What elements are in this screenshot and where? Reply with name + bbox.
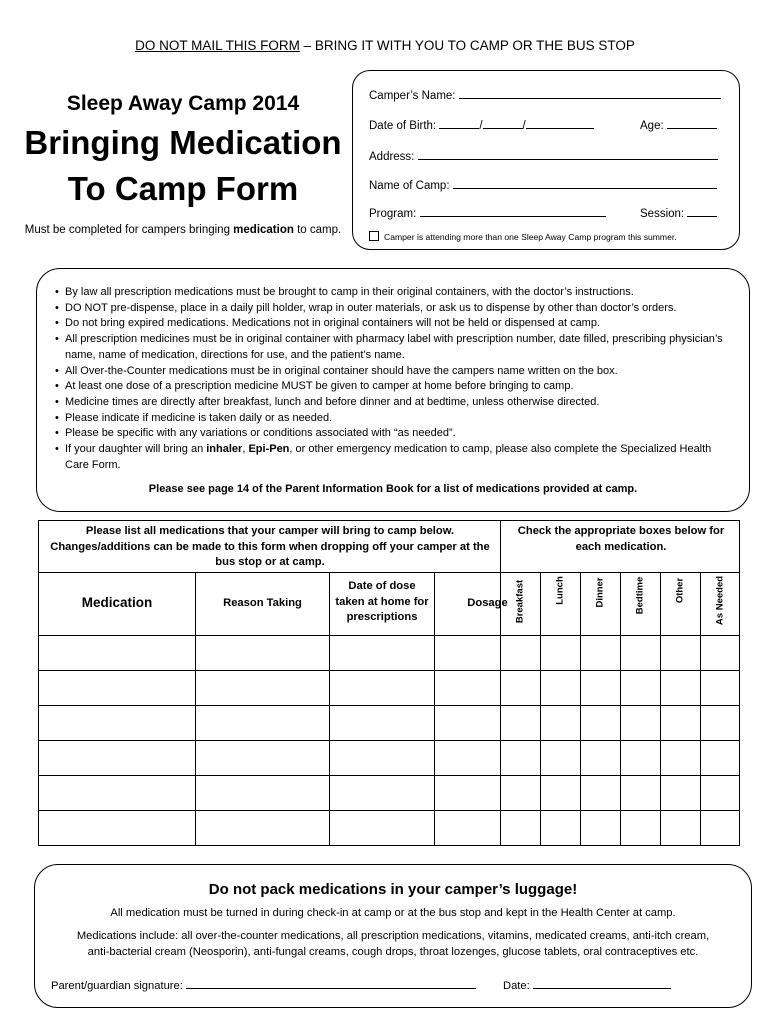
camper-info-box — [352, 70, 740, 250]
date-label: Date: — [503, 980, 530, 992]
form-title-line2: To Camp Form — [67, 170, 299, 207]
rules-note: Please see page 14 of the Parent Information Book for a list of medications provided at camp. — [148, 483, 638, 495]
luggage-warning-box — [34, 864, 752, 1008]
subtitle-post: to camp. — [293, 224, 342, 236]
form-title-line1: Bringing Medication — [24, 124, 342, 161]
dob-row — [369, 117, 594, 132]
rule-last-inhaler: inhaler — [206, 443, 243, 456]
table-row[interactable] — [39, 671, 739, 705]
camper-name-row — [369, 87, 721, 102]
list-header: Please list all medications that your camper will bring to camp below. Changes/additions can be made to this form when dropping off your camper at the bus stop or at camp. — [50, 525, 490, 568]
session-field[interactable] — [687, 205, 717, 217]
check-header: Check the appropriate boxes below for each medication. — [517, 525, 725, 553]
table-row[interactable] — [39, 636, 739, 670]
rule-last-pre: If your daughter will bring an — [65, 443, 207, 456]
date-field[interactable] — [533, 977, 671, 989]
table-row[interactable] — [39, 811, 739, 845]
col-reason-taking: Reason Taking — [223, 597, 302, 609]
camp-name-label: Name of Camp: — [369, 180, 450, 192]
subtitle-pre: Must be completed for campers bringing — [24, 224, 234, 236]
camp-name-row — [369, 177, 717, 192]
check-in-instructions: All medication must be turned in during check-in at camp or at the bus stop and kept in the Health Center at camp. — [110, 907, 676, 919]
table-row[interactable] — [39, 776, 739, 810]
rule-last-mid: , — [242, 443, 249, 456]
date-row — [503, 977, 671, 992]
notice-rest: – BRING IT WITH YOU TO CAMP OR THE BUS STOP — [299, 38, 635, 53]
session-label: Session: — [640, 208, 685, 220]
age-field[interactable] — [667, 117, 717, 129]
medications-include: Medications include: all over-the-counter medications, all prescription medications, vitamins, medicated creams, anti-itch cream, anti-bacterial cream (Neosporin), anti-fungal creams, cough drops, throat lozenges, glucose tablets, oral contraceptives etc. — [76, 930, 710, 958]
camper-name-field[interactable] — [459, 87, 721, 99]
dob-sep-2: / — [522, 120, 526, 132]
medication-table — [38, 520, 740, 846]
rule-item-emergency — [55, 442, 731, 473]
col-as-needed: As Needed — [714, 575, 726, 626]
age-label: Age: — [640, 120, 664, 132]
address-row — [369, 148, 718, 163]
dob-label: Date of Birth: — [369, 120, 437, 132]
col-dinner: Dinner — [594, 577, 606, 608]
camp-name-field[interactable] — [453, 177, 717, 189]
age-row — [640, 117, 717, 132]
rule-item: • Please indicate if medicine is taken daily or as needed. — [55, 411, 731, 427]
rule-item: • Please be specific with any variations or conditions associated with “as needed”. — [55, 426, 731, 442]
col-date-of-dose: Date of dose taken at home for prescriptions — [335, 580, 429, 623]
address-field[interactable] — [418, 148, 718, 160]
rule-item: • By law all prescription medications must be brought to camp in their original containers, with the doctor’s instructions. — [55, 285, 731, 301]
session-row — [640, 205, 717, 220]
table-row[interactable] — [39, 706, 739, 740]
col-breakfast: Breakfast — [514, 579, 526, 624]
rule-item: • Do not bring expired medications. Medications not in original containers will not be held or dispensed at camp. — [55, 316, 731, 332]
rule-last-epipen: Epi-Pen — [248, 443, 290, 456]
rules-box — [36, 268, 750, 512]
program-field[interactable] — [420, 205, 606, 217]
notice-underlined: DO NOT MAIL THIS FORM — [135, 38, 300, 53]
top-notice — [0, 38, 770, 53]
address-label: Address: — [369, 151, 415, 163]
table-row[interactable] — [39, 741, 739, 775]
multi-program-label: Camper is attending more than one Sleep Away Camp program this summer. — [384, 232, 677, 242]
rule-item: • DO NOT pre-dispense, place in a daily pill holder, wrap in outer materials, or ask us to dispense by other than doctor’s orders. — [55, 301, 731, 317]
col-dosage: Dosage — [467, 597, 508, 609]
dob-sep-1: / — [479, 120, 483, 132]
rule-item: • All Over-the-Counter medications must be in original container should have the campers name written on the box. — [55, 364, 731, 380]
dob-day-field[interactable] — [483, 117, 523, 129]
rule-item: • All prescription medicines must be in original container with pharmacy label with prescription number, date filled, prescribing physician’s name, name of medication, directions for use, and the patient’s name. — [55, 332, 731, 363]
luggage-warning-title: Do not pack medications in your camper’s luggage! — [208, 881, 578, 898]
signature-field[interactable] — [186, 977, 476, 989]
rule-last-post: , or other emergency medication to camp, please also complete the Specialized Health Care Form. — [65, 443, 712, 471]
program-label: Program: — [369, 208, 417, 220]
subtitle-bold: medication — [233, 224, 294, 236]
signature-label: Parent/guardian signature: — [51, 980, 183, 992]
dob-month-field[interactable] — [439, 117, 479, 129]
col-bedtime: Bedtime — [634, 576, 646, 615]
rule-item: • Medicine times are directly after breakfast, lunch and before dinner and at bedtime, unless otherwise directed. — [55, 395, 731, 411]
col-medication: Medication — [81, 595, 153, 610]
signature-row — [51, 977, 476, 992]
dob-year-field[interactable] — [526, 117, 594, 129]
program-row — [369, 205, 606, 220]
camp-year: Sleep Away Camp 2014 — [66, 92, 300, 115]
camper-name-label: Camper’s Name: — [369, 90, 456, 102]
rules-list — [55, 285, 731, 473]
multi-program-checkbox[interactable] — [369, 231, 379, 241]
form-subtitle — [14, 224, 352, 236]
rule-item: • At least one dose of a prescription medicine MUST be given to camper at home before bringing to camp. — [55, 379, 731, 395]
multi-program-row — [369, 231, 677, 242]
col-lunch: Lunch — [554, 576, 566, 605]
col-other: Other — [674, 577, 686, 604]
